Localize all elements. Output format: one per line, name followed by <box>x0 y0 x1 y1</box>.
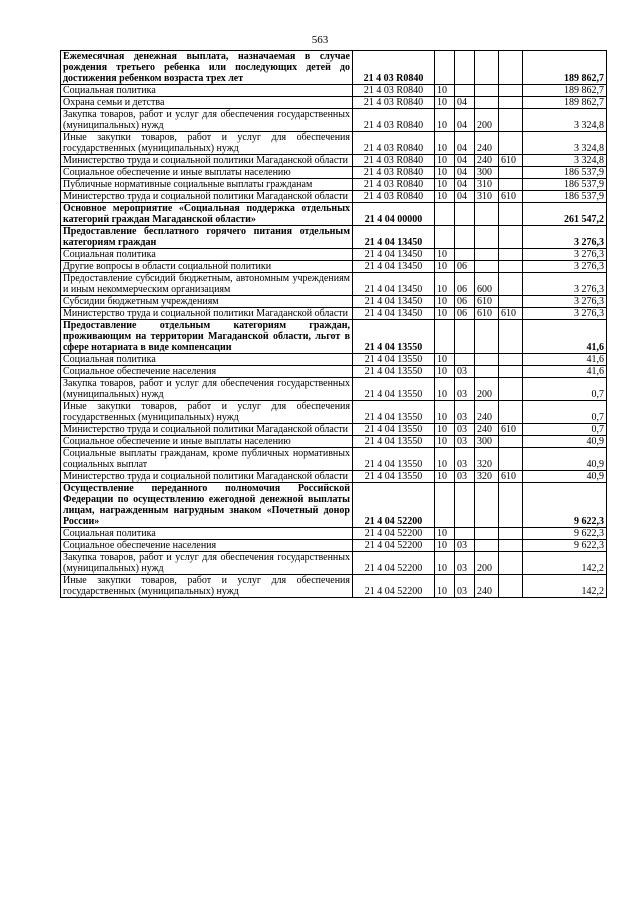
expense-type-code-cell <box>475 203 499 226</box>
subsection-code-cell <box>455 354 475 366</box>
table-row <box>61 320 607 354</box>
subsection-code-cell: 03 <box>455 401 475 424</box>
expense-type-code-cell: 320 <box>475 471 499 483</box>
amount-cell: 40,9 <box>523 471 607 483</box>
section-code-cell: 10 <box>435 132 455 155</box>
subsection-code-cell: 03 <box>455 552 475 575</box>
subsection-code-cell: 03 <box>455 378 475 401</box>
amount-cell: 3 324,8 <box>523 109 607 132</box>
section-code-cell: 10 <box>435 155 455 167</box>
table-row <box>61 448 607 471</box>
ministry-code-cell <box>499 51 523 85</box>
amount-cell: 186 537,9 <box>523 167 607 179</box>
section-code-cell: 10 <box>435 366 455 378</box>
row-name-cell: Иные закупки товаров, работ и услуг для обеспечения государственных (муниципальных) нужд <box>61 401 353 424</box>
target-article-code-cell: 21 4 04 13450 <box>353 249 435 261</box>
expense-type-code-cell <box>475 226 499 249</box>
amount-cell: 142,2 <box>523 552 607 575</box>
amount-cell: 41,6 <box>523 366 607 378</box>
row-name-cell: Предоставление отдельным категориям граждан, проживающим на территории Магаданской области, льгот в сфере нотариата в виде компенсации <box>61 320 353 354</box>
amount-cell: 3 276,3 <box>523 273 607 296</box>
target-article-code-cell: 21 4 04 13550 <box>353 354 435 366</box>
expense-type-code-cell: 240 <box>475 401 499 424</box>
section-code-cell: 10 <box>435 401 455 424</box>
row-name-cell: Закупка товаров, работ и услуг для обеспечения государственных (муниципальных) нужд <box>61 552 353 575</box>
target-article-code-cell: 21 4 04 52200 <box>353 483 435 528</box>
table-row <box>61 575 607 598</box>
target-article-code-cell: 21 4 04 52200 <box>353 575 435 598</box>
expense-type-code-cell: 310 <box>475 191 499 203</box>
table-row <box>61 296 607 308</box>
table-row <box>61 273 607 296</box>
row-name-cell: Социальная политика <box>61 85 353 97</box>
table-row <box>61 261 607 273</box>
ministry-code-cell <box>499 249 523 261</box>
expense-type-code-cell: 310 <box>475 179 499 191</box>
subsection-code-cell: 04 <box>455 109 475 132</box>
target-article-code-cell: 21 4 04 13550 <box>353 436 435 448</box>
table-row <box>61 203 607 226</box>
row-name-cell: Осуществление переданного полномочия Российской Федерации по осуществлению ежегодной денежной выплаты лицам, награжденным нагрудным знаком «Почетный донор России» <box>61 483 353 528</box>
section-code-cell: 10 <box>435 249 455 261</box>
section-code-cell: 10 <box>435 436 455 448</box>
expense-type-code-cell <box>475 320 499 354</box>
row-name-cell: Социальная политика <box>61 528 353 540</box>
row-name-cell: Иные закупки товаров, работ и услуг для обеспечения государственных (муниципальных) нужд <box>61 132 353 155</box>
target-article-code-cell: 21 4 03 R0840 <box>353 97 435 109</box>
section-code-cell: 10 <box>435 296 455 308</box>
amount-cell: 40,9 <box>523 448 607 471</box>
target-article-code-cell: 21 4 03 R0840 <box>353 167 435 179</box>
subsection-code-cell <box>455 85 475 97</box>
budget-table <box>60 50 607 598</box>
expense-type-code-cell: 300 <box>475 436 499 448</box>
subsection-code-cell <box>455 528 475 540</box>
row-name-cell: Министерство труда и социальной политики Магаданской области <box>61 471 353 483</box>
amount-cell: 3 276,3 <box>523 296 607 308</box>
subsection-code-cell: 04 <box>455 167 475 179</box>
amount-cell: 189 862,7 <box>523 97 607 109</box>
target-article-code-cell: 21 4 04 13450 <box>353 273 435 296</box>
subsection-code-cell: 06 <box>455 296 475 308</box>
table-row <box>61 424 607 436</box>
table-row <box>61 226 607 249</box>
row-name-cell: Другие вопросы в области социальной политики <box>61 261 353 273</box>
target-article-code-cell: 21 4 04 13450 <box>353 296 435 308</box>
expense-type-code-cell: 200 <box>475 552 499 575</box>
subsection-code-cell: 03 <box>455 448 475 471</box>
amount-cell: 41,6 <box>523 320 607 354</box>
section-code-cell: 10 <box>435 424 455 436</box>
ministry-code-cell <box>499 540 523 552</box>
expense-type-code-cell: 320 <box>475 448 499 471</box>
row-name-cell: Социальная политика <box>61 249 353 261</box>
section-code-cell: 10 <box>435 109 455 132</box>
ministry-code-cell <box>499 109 523 132</box>
row-name-cell: Предоставление субсидий бюджетным, автономным учреждениям и иным некоммерческим организациям <box>61 273 353 296</box>
ministry-code-cell <box>499 261 523 273</box>
row-name-cell: Закупка товаров, работ и услуг для обеспечения государственных (муниципальных) нужд <box>61 109 353 132</box>
ministry-code-cell <box>499 179 523 191</box>
subsection-code-cell: 03 <box>455 540 475 552</box>
ministry-code-cell <box>499 354 523 366</box>
section-code-cell: 10 <box>435 97 455 109</box>
section-code-cell: 10 <box>435 540 455 552</box>
table-row <box>61 167 607 179</box>
row-name-cell: Предоставление бесплатного горячего питания отдельным категориям граждан <box>61 226 353 249</box>
target-article-code-cell: 21 4 03 R0840 <box>353 51 435 85</box>
ministry-code-cell: 610 <box>499 424 523 436</box>
ministry-code-cell <box>499 226 523 249</box>
ministry-code-cell <box>499 85 523 97</box>
section-code-cell <box>435 51 455 85</box>
section-code-cell <box>435 483 455 528</box>
table-row <box>61 155 607 167</box>
row-name-cell: Социальное обеспечение населения <box>61 540 353 552</box>
amount-cell: 0,7 <box>523 378 607 401</box>
subsection-code-cell: 03 <box>455 424 475 436</box>
target-article-code-cell: 21 4 04 13550 <box>353 471 435 483</box>
section-code-cell: 10 <box>435 167 455 179</box>
expense-type-code-cell <box>475 528 499 540</box>
subsection-code-cell: 06 <box>455 308 475 320</box>
table-row <box>61 132 607 155</box>
subsection-code-cell: 03 <box>455 366 475 378</box>
section-code-cell: 10 <box>435 378 455 401</box>
amount-cell: 3 276,3 <box>523 226 607 249</box>
row-name-cell: Закупка товаров, работ и услуг для обеспечения государственных (муниципальных) нужд <box>61 378 353 401</box>
target-article-code-cell: 21 4 04 52200 <box>353 528 435 540</box>
target-article-code-cell: 21 4 04 13550 <box>353 366 435 378</box>
target-article-code-cell: 21 4 03 R0840 <box>353 179 435 191</box>
ministry-code-cell <box>499 167 523 179</box>
section-code-cell: 10 <box>435 354 455 366</box>
ministry-code-cell <box>499 552 523 575</box>
amount-cell: 142,2 <box>523 575 607 598</box>
section-code-cell <box>435 226 455 249</box>
ministry-code-cell: 610 <box>499 191 523 203</box>
target-article-code-cell: 21 4 04 13550 <box>353 401 435 424</box>
amount-cell: 189 862,7 <box>523 85 607 97</box>
expense-type-code-cell <box>475 354 499 366</box>
row-name-cell: Социальное обеспечение и иные выплаты населению <box>61 436 353 448</box>
amount-cell: 3 276,3 <box>523 261 607 273</box>
row-name-cell: Иные закупки товаров, работ и услуг для обеспечения государственных (муниципальных) нужд <box>61 575 353 598</box>
row-name-cell: Охрана семьи и детства <box>61 97 353 109</box>
section-code-cell <box>435 203 455 226</box>
expense-type-code-cell <box>475 51 499 85</box>
section-code-cell: 10 <box>435 575 455 598</box>
ministry-code-cell: 610 <box>499 471 523 483</box>
section-code-cell: 10 <box>435 552 455 575</box>
row-name-cell: Министерство труда и социальной политики Магаданской области <box>61 424 353 436</box>
table-row <box>61 354 607 366</box>
amount-cell: 0,7 <box>523 424 607 436</box>
row-name-cell: Социальное обеспечение населения <box>61 366 353 378</box>
row-name-cell: Министерство труда и социальной политики Магаданской области <box>61 191 353 203</box>
section-code-cell: 10 <box>435 179 455 191</box>
row-name-cell: Социальное обеспечение и иные выплаты населению <box>61 167 353 179</box>
target-article-code-cell: 21 4 03 R0840 <box>353 132 435 155</box>
amount-cell: 189 862,7 <box>523 51 607 85</box>
expense-type-code-cell <box>475 249 499 261</box>
section-code-cell: 10 <box>435 308 455 320</box>
section-code-cell: 10 <box>435 528 455 540</box>
amount-cell: 3 276,3 <box>523 308 607 320</box>
expense-type-code-cell: 200 <box>475 378 499 401</box>
table-row <box>61 540 607 552</box>
amount-cell: 0,7 <box>523 401 607 424</box>
table-row <box>61 528 607 540</box>
subsection-code-cell: 03 <box>455 436 475 448</box>
expense-type-code-cell: 240 <box>475 575 499 598</box>
expense-type-code-cell: 240 <box>475 132 499 155</box>
subsection-code-cell: 03 <box>455 575 475 598</box>
amount-cell: 3 276,3 <box>523 249 607 261</box>
expense-type-code-cell <box>475 366 499 378</box>
subsection-code-cell <box>455 226 475 249</box>
subsection-code-cell: 03 <box>455 471 475 483</box>
ministry-code-cell <box>499 528 523 540</box>
row-name-cell: Министерство труда и социальной политики Магаданской области <box>61 155 353 167</box>
ministry-code-cell <box>499 273 523 296</box>
amount-cell: 261 547,2 <box>523 203 607 226</box>
ministry-code-cell <box>499 448 523 471</box>
row-name-cell: Публичные нормативные социальные выплаты гражданам <box>61 179 353 191</box>
target-article-code-cell: 21 4 04 13450 <box>353 261 435 273</box>
expense-type-code-cell: 610 <box>475 308 499 320</box>
amount-cell: 40,9 <box>523 436 607 448</box>
ministry-code-cell <box>499 203 523 226</box>
target-article-code-cell: 21 4 04 52200 <box>353 540 435 552</box>
row-name-cell: Основное мероприятие «Социальная поддержка отдельных категорий граждан Магаданской области» <box>61 203 353 226</box>
ministry-code-cell <box>499 132 523 155</box>
subsection-code-cell: 04 <box>455 179 475 191</box>
amount-cell: 3 324,8 <box>523 132 607 155</box>
section-code-cell: 10 <box>435 85 455 97</box>
section-code-cell <box>435 320 455 354</box>
ministry-code-cell <box>499 366 523 378</box>
target-article-code-cell: 21 4 03 R0840 <box>353 155 435 167</box>
expense-type-code-cell <box>475 261 499 273</box>
table-row <box>61 366 607 378</box>
expense-type-code-cell <box>475 85 499 97</box>
ministry-code-cell <box>499 296 523 308</box>
section-code-cell: 10 <box>435 448 455 471</box>
table-row <box>61 401 607 424</box>
expense-type-code-cell: 610 <box>475 296 499 308</box>
subsection-code-cell <box>455 51 475 85</box>
target-article-code-cell: 21 4 04 13450 <box>353 226 435 249</box>
subsection-code-cell: 04 <box>455 132 475 155</box>
section-code-cell: 10 <box>435 261 455 273</box>
table-row <box>61 552 607 575</box>
target-article-code-cell: 21 4 03 R0840 <box>353 85 435 97</box>
row-name-cell: Ежемесячная денежная выплата, назначаемая в случае рождения третьего ребенка или последующих детей до достижения ребенком возраста трех лет <box>61 51 353 85</box>
table-row <box>61 97 607 109</box>
row-name-cell: Социальные выплаты гражданам, кроме публичных нормативных социальных выплат <box>61 448 353 471</box>
expense-type-code-cell: 600 <box>475 273 499 296</box>
row-name-cell: Министерство труда и социальной политики Магаданской области <box>61 308 353 320</box>
table-row <box>61 51 607 85</box>
expense-type-code-cell: 200 <box>475 109 499 132</box>
section-code-cell: 10 <box>435 471 455 483</box>
expense-type-code-cell <box>475 483 499 528</box>
subsection-code-cell <box>455 249 475 261</box>
subsection-code-cell: 04 <box>455 155 475 167</box>
subsection-code-cell: 06 <box>455 261 475 273</box>
table-row <box>61 109 607 132</box>
target-article-code-cell: 21 4 04 13550 <box>353 320 435 354</box>
ministry-code-cell <box>499 436 523 448</box>
ministry-code-cell: 610 <box>499 308 523 320</box>
amount-cell: 186 537,9 <box>523 191 607 203</box>
section-code-cell: 10 <box>435 273 455 296</box>
subsection-code-cell <box>455 483 475 528</box>
table-row <box>61 436 607 448</box>
expense-type-code-cell: 240 <box>475 155 499 167</box>
row-name-cell: Социальная политика <box>61 354 353 366</box>
expense-type-code-cell: 300 <box>475 167 499 179</box>
page-number: 563 <box>311 34 329 46</box>
subsection-code-cell <box>455 320 475 354</box>
subsection-code-cell <box>455 203 475 226</box>
row-name-cell: Субсидии бюджетным учреждениям <box>61 296 353 308</box>
table-row <box>61 179 607 191</box>
table-row <box>61 249 607 261</box>
amount-cell: 41,6 <box>523 354 607 366</box>
amount-cell: 9 622,3 <box>523 528 607 540</box>
table-row <box>61 308 607 320</box>
target-article-code-cell: 21 4 04 13550 <box>353 448 435 471</box>
expense-type-code-cell <box>475 540 499 552</box>
target-article-code-cell: 21 4 03 R0840 <box>353 109 435 132</box>
ministry-code-cell <box>499 483 523 528</box>
target-article-code-cell: 21 4 04 13550 <box>353 378 435 401</box>
table-body <box>61 51 607 598</box>
table-row <box>61 85 607 97</box>
subsection-code-cell: 06 <box>455 273 475 296</box>
table-row <box>61 378 607 401</box>
table-row <box>61 191 607 203</box>
amount-cell: 3 324,8 <box>523 155 607 167</box>
subsection-code-cell: 04 <box>455 97 475 109</box>
target-article-code-cell: 21 4 04 13450 <box>353 308 435 320</box>
target-article-code-cell: 21 4 04 52200 <box>353 552 435 575</box>
target-article-code-cell: 21 4 03 R0840 <box>353 191 435 203</box>
ministry-code-cell <box>499 97 523 109</box>
section-code-cell: 10 <box>435 191 455 203</box>
expense-type-code-cell <box>475 97 499 109</box>
target-article-code-cell: 21 4 04 13550 <box>353 424 435 436</box>
table-row <box>61 483 607 528</box>
ministry-code-cell <box>499 378 523 401</box>
amount-cell: 9 622,3 <box>523 540 607 552</box>
target-article-code-cell: 21 4 04 00000 <box>353 203 435 226</box>
amount-cell: 186 537,9 <box>523 179 607 191</box>
ministry-code-cell: 610 <box>499 155 523 167</box>
ministry-code-cell <box>499 401 523 424</box>
ministry-code-cell <box>499 575 523 598</box>
amount-cell: 9 622,3 <box>523 483 607 528</box>
subsection-code-cell: 04 <box>455 191 475 203</box>
table-row <box>61 471 607 483</box>
ministry-code-cell <box>499 320 523 354</box>
expense-type-code-cell: 240 <box>475 424 499 436</box>
